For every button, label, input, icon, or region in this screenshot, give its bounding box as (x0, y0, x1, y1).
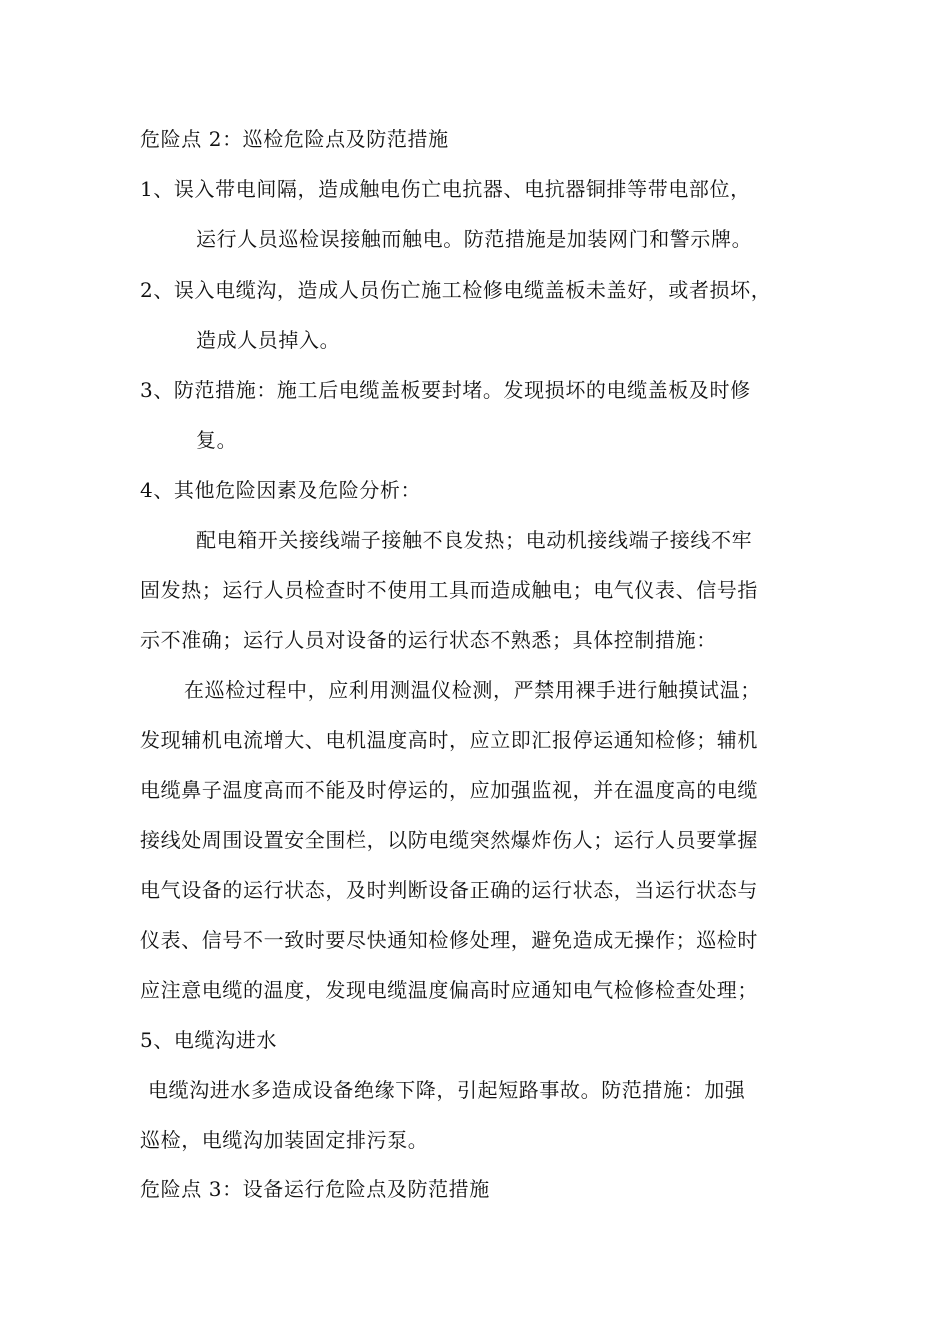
section-heading-hazard-2: 危险点 2：巡检危险点及防范措施 (140, 127, 449, 151)
paragraph-1-line-1: 配电箱开关接线端子接触不良发热；电动机接线端子接线不牢 (196, 528, 753, 552)
item-3-line-2: 复。 (196, 428, 238, 452)
paragraph-3-line-2: 巡检，电缆沟加装固定排污泵。 (140, 1128, 429, 1152)
item-1-line-2: 运行人员巡检误接触而触电。防范措施是加装网门和警示牌。 (196, 227, 753, 251)
section-heading-hazard-3: 危险点 3：设备运行危险点及防范措施 (140, 1177, 490, 1201)
paragraph-2-line-2: 发现辅机电流增大、电机温度高时，应立即汇报停运通知检修；辅机 (140, 728, 758, 752)
item-2-line-2: 造成人员掉入。 (196, 328, 341, 352)
item-4-heading: 4、其他危险因素及危险分析： (140, 478, 422, 502)
paragraph-2-line-6: 仪表、信号不一致时要尽快通知检修处理，避免造成无操作；巡检时 (140, 928, 758, 952)
paragraph-2-line-1: 在巡检过程中，应利用测温仪检测，严禁用裸手进行触摸试温； (184, 678, 761, 702)
item-2-line-1: 2、误入电缆沟，造成人员伤亡施工检修电缆盖板未盖好，或者损坏， (140, 278, 772, 302)
paragraph-1-line-3: 示不准确；运行人员对设备的运行状态不熟悉；具体控制措施： (140, 628, 717, 652)
item-5-heading: 5、电缆沟进水 (140, 1028, 277, 1052)
paragraph-1-line-2: 固发热；运行人员检查时不使用工具而造成触电；电气仪表、信号指 (140, 578, 758, 602)
paragraph-2-line-4: 接线处周围设置安全围栏，以防电缆突然爆炸伤人；运行人员要掌握 (140, 828, 758, 852)
paragraph-2-line-5: 电气设备的运行状态，及时判断设备正确的运行状态，当运行状态与 (140, 878, 758, 902)
paragraph-2-line-3: 电缆鼻子温度高而不能及时停运的，应加强监视，并在温度高的电缆 (140, 778, 758, 802)
paragraph-3-line-1: 电缆沟进水多造成设备绝缘下降，引起短路事故。防范措施：加强 (148, 1078, 746, 1102)
item-3-line-1: 3、防范措施：施工后电缆盖板要封堵。发现损坏的电缆盖板及时修 (140, 378, 751, 402)
paragraph-2-line-7: 应注意电缆的温度，发现电缆温度偏高时应通知电气检修检查处理； (140, 978, 758, 1002)
item-1-line-1: 1、误入带电间隔，造成触电伤亡电抗器、电抗器铜排等带电部位， (140, 177, 751, 201)
